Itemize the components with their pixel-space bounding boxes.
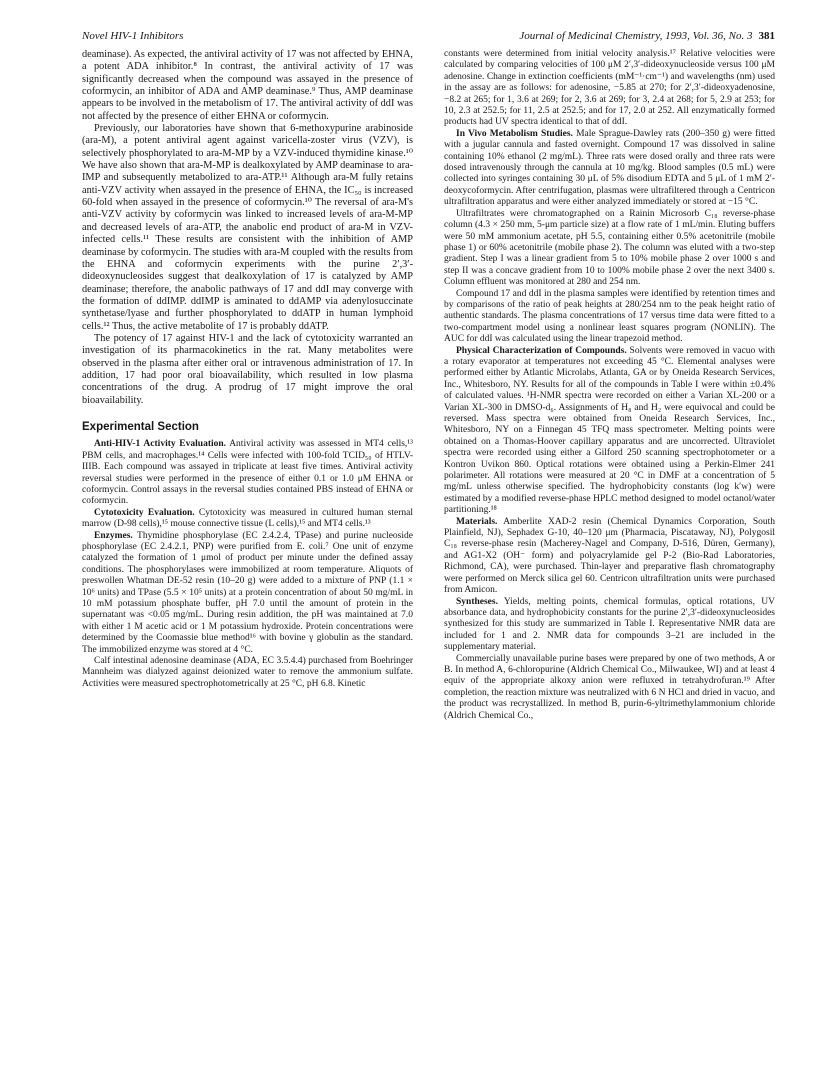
runin-heading-enzymes: Enzymes. — [94, 530, 133, 541]
runin-heading-antihiv: Anti-HIV-1 Activity Evaluation. — [94, 439, 227, 450]
paragraph-cytotoxicity — [82, 508, 413, 531]
paragraph-enzymes — [82, 531, 413, 656]
text-cytotoxicity: Cytotoxicity was measured in cultured human sternal marrow (D-98 cells),¹⁵ mouse connective tissue (L cells),¹⁵ and MT4 cells.¹³ — [82, 507, 413, 530]
paragraph-ara-m-studies: Previously, our laboratories have shown that 6-methoxypurine arabinoside (ara-M), a potent antiviral agent against varicella-zoster virus (VZV), is selectively phosphorylated to ara-M-MP by a VZV-induced thymidine kinase.¹⁰ We have also shown that ara-M-MP is dealkoxylated by AMP deaminase to ara-IMP and subsequently metabolized to ara-ATP.¹¹ Although ara-M fully retains anti-VZV activity when assayed in the presence of EHNA, the IC₅₀ is increased 60-fold when assayed in the presence of coformycin.¹⁰ The reversal of ara-M's anti-VZV activity by coformycin was linked to increased levels of ara-M-MP and decreased levels of ara-ATP, the anabolic end product of ara-M in VZV-infected cells.¹¹ These results are consistent with the inhibition of AMP deaminase by coformycin. The studies with ara-M coupled with the results from the EHNA and coformycin experiments with the purine 2′,3′-dideoxynucleosides suggest that dealkoxylation of 17 is catalyzed by AMP deaminase; therefore, the anabolic pathways of 17 and ddI may converge with the formation of ddIMP. ddIMP is aminated to ddAMP via adenylosuccinate synthetase/lyase and further phosphorylated to ddATP in human lymphoid cells.¹² Thus, the active metabolite of 17 is probably ddATP. — [82, 123, 413, 332]
paragraph-ultrafiltrates: Ultrafiltrates were chromatographed on a Rainin Microsorb C₁₈ reverse-phase column (4.3 × 250 mm, 5-μm particle size) at a flow rate of 1 mL/min. Eluting buffers were 50 mM ammonium acetate, pH 5.5, containing either 0.5% acetonitrile (mobile phase 1) or 60% acetonitrile (mobile phase 2). The column was eluted with a two-step gradient. Step I was a linear gradient from 5 to 10% mobile phase 2 over 1000 s and step II was a concave gradient from 10 to 100% mobile phase 2 over the next 3400 s. Column effluent was monitored at 280 and 254 nm. — [444, 208, 775, 288]
paragraph-purine-bases: Commercially unavailable purine bases were prepared by one of two methods, A or B. In method A, 6-chloropurine (Aldrich Chemical Co., Milwaukee, WI) and at least 4 equiv of the appropriate alkoxy anion were refluxed in tetrahydrofuran.¹⁹ After completion, the reaction mixture was neutralized with 6 N HCl and dried in vacuo, and the product was recrystallized. In method B, purin-6-yltrimethylammonium chloride (Aldrich Chemical Co., — [444, 653, 775, 721]
text-in-vivo: Male Sprague-Dawley rats (200–350 g) were fitted with a jugular cannula and fasted overnight. Compound 17 was dissolved in saline containing 10% ethanol (2 mg/mL). Three rats were dosed orally and three rats were dosed intravenously through the cannula at 10 mg/kg. Blood samples (0.5 mL) were collected into syringes containing 30 μL of 5% disodium EDTA and 5 μL of 1 mM 2′-deoxycoformycin. After centrifugation, plasmas were ultrafiltered through a Centricon ultrafiltration apparatus and were either analyzed immediately or stored at −15 °C. — [444, 128, 775, 208]
paragraph-pharmacokinetics: The potency of 17 against HIV-1 and the lack of cytotoxicity warranted an investigation of its pharmacokinetics in the rat. Many metabolites were observed in the plasma after either oral or intravenous administration of 17. In addition, 17 had poor oral bioavailability, which resulted in low plasma concentrations of the drug. A prodrug of 17 might improve the oral bioavailability. — [82, 332, 413, 406]
runin-heading-physical: Physical Characterization of Compounds. — [456, 345, 627, 356]
paragraph-ada-inhibition: deaminase). As expected, the antiviral activity of 17 was not affected by EHNA, a potent ADA inhibitor.⁸ In contrast, the antiviral activity of 17 was significantly decreased when the compound was assayed in the presence of coformycin, an inhibitor of ADA and AMP deaminase.⁹ Thus, AMP deaminase appears to be involved in the metabolism of 17. The antiviral activity of ddI was not affected by the presence of either EHNA or coformycin. — [82, 49, 413, 122]
text-physical: Solvents were removed in vacuo with a rotary evaporator at temperatures not exceeding 45 °C. Elemental analyses were performed either by Atlantic Microlabs, Atlanta, GA or by Oneida Research Services, Inc., Whitesboro, NY. Results for all of the compounds in Table I were within ±0.4% of calculated values. ¹H-NMR spectra were recorded on either a Varian XL-200 or a Varian XL-300 in DMSO-d₆. Assignments of H₈ and H₂ were equivocal and could be reversed. Mass spectra were obtained from Oneida Research Services, Inc., Whitesboro, NY on a Finnegan 45 TFQ mass spectrometer. Melting points were obtained on a Thomas-Hoover capillary apparatus and are uncorrected. Ultraviolet spectra were recorded using either a Gilford 250 scanning spectrophotometer or a Kontron Uvikon 860. Optical rotations were obtained using a Perkin-Elmer 241 polarimeter. All rotations were measured at 20 °C in DMF at a concentration of 5 mg/mL unless otherwise specified. The hydrophobicity constants (log k′w) were estimated by a modified reverse-phase HPLC method designed to model octanol/water partitioning.¹⁸ — [444, 345, 775, 516]
paragraph-physical-characterization — [444, 346, 775, 517]
left-column — [82, 49, 413, 690]
header-journal-name: Journal of Medicinal Chemistry, 1993, Vol. 36, No. 3 — [519, 30, 753, 42]
runin-heading-cytotoxicity: Cytotoxicity Evaluation. — [94, 507, 195, 518]
paragraph-materials — [444, 517, 775, 597]
right-column — [444, 49, 775, 722]
runin-heading-materials: Materials. — [456, 516, 498, 527]
text-materials: Amberlite XAD-2 resin (Chemical Dynamics Corporation, South Plainfield, NJ), Sephadex G-10, 40–120 μm (Pharmacia, Piscataway, NJ), Polygosil C₁₈ reverse-phase resin (Macherey-Nagel and Company, D-516, Düren, Germany), and AG1-X2 (OH⁻ form) and polyacrylamide gel P-2 (Bio-Rad Laboratories, Richmond, CA), were purchased. Thin-layer and preparative flash chromatography were performed on Merck silica gel 60. Centricon ultrafiltration units were purchased from Amicon. — [444, 516, 775, 596]
page-number: 381 — [758, 30, 775, 42]
runin-heading-syntheses: Syntheses. — [456, 596, 498, 607]
paragraph-syntheses — [444, 597, 775, 654]
paragraph-kinetic-constants: constants were determined from initial velocity analysis.¹⁷ Relative velocities were calculated by comparing velocities of 100 μM 2′,3′-dideoxynucleoside versus 100 μM adenosine. Change in extinction coefficients (mM⁻¹·cm⁻¹) and wavelengths (nm) used in the assay are as follows: for adenosine, −5.85 at 270; for 2′,3′-dideoxyadenosine, −8.2 at 265; for 1, 3.6 at 269; for 2, 3.6 at 269; for 3, 2.4 at 268; for 5, 2.9 at 253; for 10, 2.3 at 252.5; for 11, 2.5 at 252.5; and for 17, 2.0 at 252. All enzymatically formed products had UV spectra identical to that of ddI. — [444, 49, 775, 128]
text-antihiv: Antiviral activity was assessed in MT4 cells,¹³ PBM cells, and macrophages.¹⁴ Cells were infected with 100-fold TCID₅₀ of HTLV-IIIB. Each compound was assayed in triplicate at least five times. Antiviral activity reversal studies were performed in the presence of either 0.1 or 1.0 μM EHNA or coformycin. Control assays in the reversal studies contained PBS instead of EHNA or coformycin. — [82, 439, 413, 507]
header-article-title: Novel HIV-1 Inhibitors — [82, 30, 184, 42]
paragraph-adenosine-deaminase: Calf intestinal adenosine deaminase (ADA, EC 3.5.4.4) purchased from Boehringer Mannheim was dialyzed against deionized water to remove the ammonium sulfate. Activities were measured spectrophotometrically at 25 °C, pH 6.8. Kinetic — [82, 656, 413, 689]
header-journal-citation — [519, 30, 775, 42]
section-heading-experimental: Experimental Section — [82, 420, 199, 433]
text-syntheses: Yields, melting points, chemical formulas, optical rotations, UV absorbance data, and hydrophobicity constants for the purine 2′,3′-dideoxynucleosides synthesized for this study are summarized in Table I. Representative NMR data are included for 1 and 2. NMR data for compounds 3–21 are included in the supplementary material. — [444, 596, 775, 653]
paragraph-in-vivo-metabolism — [444, 129, 775, 209]
paragraph-antihiv-evaluation — [82, 439, 413, 507]
text-enzymes: Thymidine phosphorylase (EC 2.4.2.4, TPase) and purine nucleoside phosphorylase (EC 2.4.2.1, PNP) were purified from E. coli.⁷ One unit of enzyme catalyzed the formation of 1 μmol of product per minute under the defined assay conditions. The phosphorylases were immobilized at room temperature. Aliquots of preswollen Whatman DE-52 resin (10–20 g) were added to a mixture of PNP (1.1 × 10⁶ units) and TPase (5.5 × 10⁵ units) at a protein concentration of about 50 mg/mL in 10 mM potassium phosphate buffer, pH 7.0 until the amount of protein in the supernatant was <0.05 mg/mL. During resin addition, the pH was maintained at 7.0 with either 1 M acetic acid or 1 M potassium hydroxide. Protein concentrations were determined by the Coomassie blue method¹⁶ with bovine γ globulin as the standard. The immobilized enzyme was stored at 4 °C. — [82, 530, 413, 655]
runin-heading-in-vivo: In Vivo Metabolism Studies. — [456, 128, 573, 139]
paragraph-compound-identification: Compound 17 and ddI in the plasma samples were identified by retention times and by comparisons of the ratio of peak heights at 280/254 nm to the peak height ratio of authentic standards. The plasma concentrations of 17 versus time data were fitted to a two-compartment model using a nonlinear least squares program (NONLIN). The AUC for ddI was calculated using the linear trapezoid method. — [444, 288, 775, 345]
